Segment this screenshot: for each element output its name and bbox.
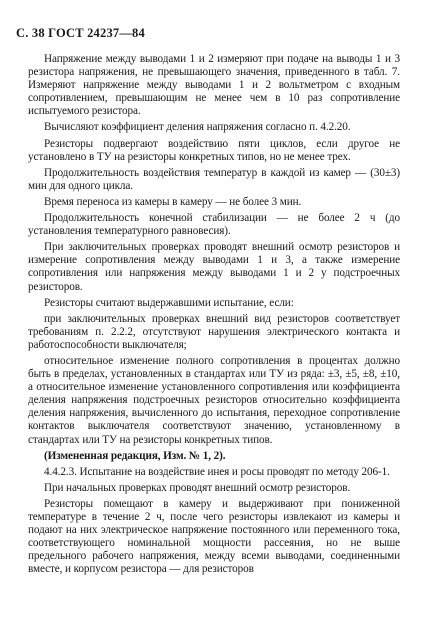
document-body: [28, 53, 400, 579]
paragraph: При начальных проверках проводят внешний осмотр резисторов.: [44, 481, 351, 494]
paragraph: Продолжительность воздействия температур в каждой из камер — (30±3) мин для одного цикла.: [28, 166, 400, 192]
paragraph: Резисторы подвергают воздействию пяти циклов, если другое не установлено в ТУ на резисторы конкретных типов, но не менее трех.: [28, 137, 400, 163]
paragraph: Резисторы помещают в камеру и выдерживают при пониженной температуре в течение 2 ч, после чего резисторы извлекают из камеры и подают на них электрическое напряжение постоянного или переменного тока, соответствующего номинальной мощности рассеяния, но не выше предельного рабочего напряжения, между всеми выводами, соединенными вместе, и корпусом резистора — для резисторов: [28, 497, 400, 576]
paragraph: относительное изменение полного сопротивления в процентах должно быть в пределах, установленных в стандартах или ТУ из ряда: ±3, ±5, ±8, ±10, а относительное изменение установленного сопротивления или коэффициента деления напряжения подстроечных резисторов относительно коэффициента деления напряжения, вычисленного до испытания, переходное сопротивление контактов выключателя соответствуют значению, установленному в стандартах или ТУ на резисторы конкретных типов.: [28, 354, 400, 446]
amendment-note: (Измененная редакция, Изм. № 1, 2).: [44, 449, 226, 462]
paragraph: При заключительных проверках проводят внешний осмотр резисторов и измерение сопротивления между выводами 1 и 3, а также измерение сопротивления или напряжения между выводами 1 и 2 у подстроечных резисторов.: [28, 241, 400, 293]
paragraph: Напряжение между выводами 1 и 2 измеряют при подаче на выводы 1 и 3 резистора напряжения, не превышающего значения, приведенного в табл. 7. Измеряют напряжение между выводами 1 и 2 вольтметром с входным сопротивлением, превышающим не менее чем в 10 раз сопротивление испытуемого резистора.: [28, 53, 400, 118]
paragraph: Резисторы считают выдержавшими испытание, если:: [44, 296, 294, 309]
page-header: С. 38 ГОСТ 24237—84: [16, 26, 145, 40]
section-heading-paragraph: 4.4.2.3. Испытание на воздействие инея и росы проводят по методу 206-1.: [44, 465, 390, 478]
paragraph: Продолжительность конечной стабилизации — не более 2 ч (до установления температурного равновесия).: [28, 212, 400, 238]
paragraph: Время переноса из камеры в камеру — не более 3 мин.: [44, 195, 302, 208]
paragraph: при заключительных проверках внешний вид резисторов соответствует требованиям п. 2.2.2, отсутствуют нарушения электрического контакта и работоспособности выключателя;: [28, 312, 400, 351]
paragraph: Вычисляют коэффициент деления напряжения согласно п. 4.2.20.: [44, 121, 351, 134]
